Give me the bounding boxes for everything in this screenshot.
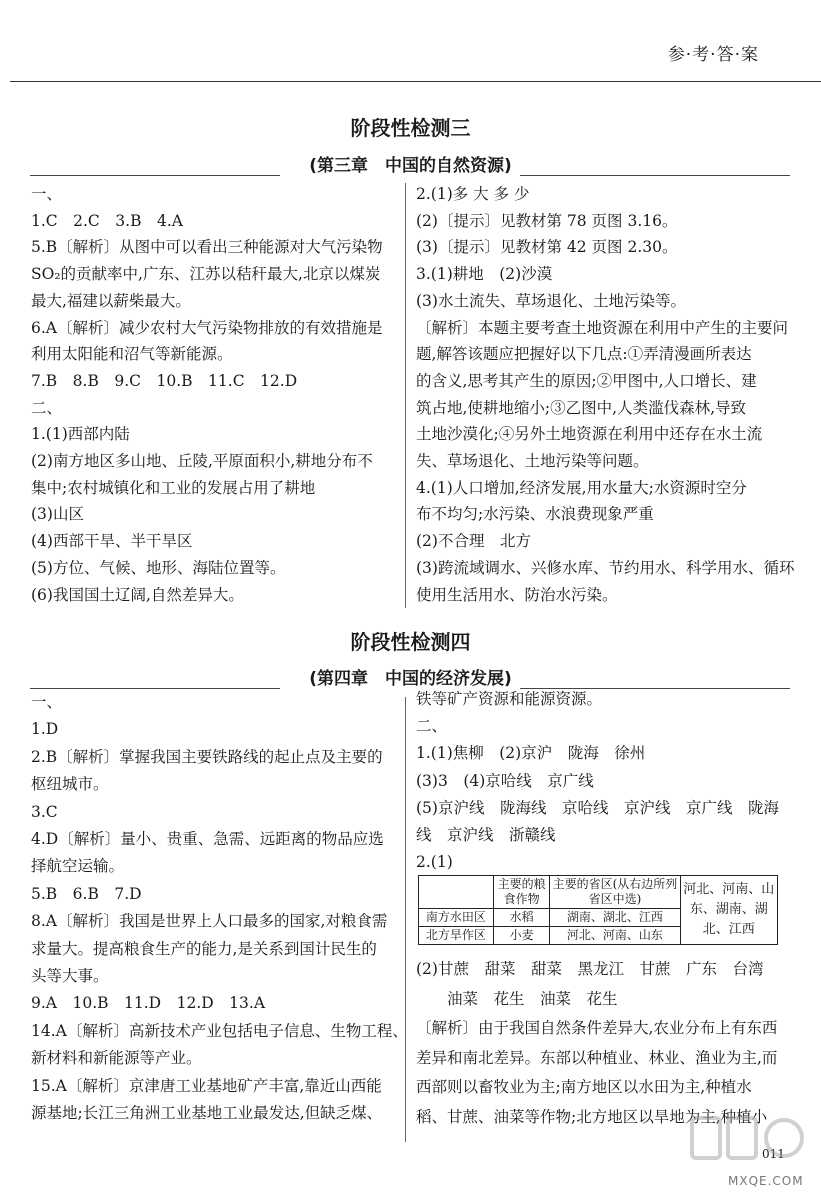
answer-line: SO₂的贡献率中,广东、江苏以秸秆最大,北京以煤炭 [31, 265, 381, 284]
section-3-left-column [31, 181, 383, 608]
answer-line: 9.A 10.B 11.D 12.D 13.A [31, 994, 266, 1013]
table-province-options: 河北、河南、山东、湖南、湖北、江西 [680, 876, 777, 945]
section-4-right-column-bottom [416, 955, 777, 1132]
answer-line: 的含义,思考其产生的原因;②甲图中,人口增长、建 [416, 371, 757, 390]
answer-line: 1.(1)西部内陆 [31, 425, 130, 444]
answer-line: (3)水土流失、草场退化、土地污染等。 [416, 291, 686, 310]
grain-region-table [418, 875, 778, 945]
answer-line: 14.A〔解析〕高新技术产业包括电子信息、生物工程、 [31, 1021, 408, 1040]
answer-line: 15.A〔解析〕京津唐工业基地矿产丰富,靠近山西能 [31, 1076, 382, 1095]
answer-line: 失、草场退化、土地污染等问题。 [416, 452, 649, 471]
answer-line: 线 京沪线 浙赣线 [416, 826, 556, 845]
answer-line: 1.C 2.C 3.B 4.A [31, 211, 183, 230]
table-cell-province: 湖南、湖北、江西 [550, 909, 680, 927]
answer-line: 稻、甘蔗、油菜等作物;北方地区以旱地为主,种植小 [416, 1107, 768, 1126]
table-corner-cell [419, 876, 494, 909]
section-4-title: 阶段性检测四 [350, 630, 471, 654]
answer-line: 最大,福建以薪柴最大。 [31, 291, 191, 310]
answer-line: (5)方位、气候、地形、海陆位置等。 [31, 558, 286, 577]
section-4-column-divider [405, 697, 406, 1142]
answer-line: 题,解答该题应把握好以下几点:①弄清漫画所表达 [416, 345, 752, 364]
answer-line: 6.A〔解析〕减少农村大气污染物排放的有效措施是 [31, 318, 383, 337]
answer-line: 3.C [31, 802, 58, 821]
section-4-right-column-top [416, 686, 779, 876]
answer-line: 5.B 6.B 7.D [31, 884, 142, 903]
table-header-crop: 主要的粮食作物 [493, 876, 549, 909]
answer-line: 一、 [31, 185, 63, 203]
answer-line: 求量大。提高粮食生产的能力,是关系到国计民生的 [31, 939, 377, 958]
answer-line: 4.(1)人口增加,经济发展,用水量大;水资源时空分 [416, 478, 747, 497]
answer-line: 一、 [31, 693, 63, 711]
answer-line: 集中;农村城镇化和工业的发展占用了耕地 [31, 478, 316, 497]
section-4-left-column [31, 689, 408, 1128]
section-4-subtitle: (第四章 中国的经济发展) [309, 669, 512, 689]
section-3-title: 阶段性检测三 [350, 116, 471, 140]
answer-line: (3)跨流域调水、兴修水库、节约用水、科学用水、循环 [416, 558, 795, 577]
answer-line: (2)甘蔗 甜菜 甜菜 黑龙江 甘蔗 广东 台湾 [416, 960, 764, 978]
watermark-text: MXQE.COM [728, 1174, 804, 1188]
table-cell-region: 北方旱作区 [419, 927, 494, 945]
answer-line: 1.D [31, 720, 59, 739]
answer-line: 1.(1)焦柳 (2)京沪 陇海 徐州 [416, 744, 646, 763]
answer-line: (2)不合理 北方 [416, 532, 531, 551]
answer-line: 2.(1) [416, 853, 453, 872]
answer-line: 利用太阳能和沼气等新能源。 [31, 345, 233, 364]
section-3-right-column [416, 181, 794, 608]
answer-line: 二、 [31, 398, 63, 417]
answer-line: 油菜 花生 油菜 花生 [416, 989, 618, 1008]
answer-line: (3)〔提示〕见教材第 42 页图 2.30。 [416, 238, 678, 257]
answer-line: (2)〔提示〕见教材第 78 页图 3.16。 [416, 211, 678, 230]
header-rule [10, 81, 821, 82]
answer-line: (2)南方地区多山地、丘陵,平原面积小,耕地分布不 [31, 452, 373, 471]
answer-line: (3)山区 [31, 505, 84, 524]
answer-line: 头等大事。 [31, 967, 109, 986]
table-cell-province: 河北、河南、山东 [550, 927, 680, 945]
answer-line: 铁等矿产资源和能源资源。 [416, 690, 603, 708]
table-cell-crop: 水稻 [493, 909, 549, 927]
answer-line: (4)西部干旱、半干旱区 [31, 532, 193, 551]
page-number: 011 [762, 1147, 785, 1161]
answer-line: 源基地;长江三角洲工业基地工业最发达,但缺乏煤、 [31, 1104, 383, 1123]
answer-line: 2.B〔解析〕掌握我国主要铁路线的起止点及主要的 [31, 747, 383, 766]
answer-line: (6)我国国土辽阔,自然差异大。 [31, 585, 244, 604]
answer-line: (5)京沪线 陇海线 京哈线 京沪线 京广线 陇海 [416, 798, 779, 817]
answer-line: 择航空运输。 [31, 857, 125, 876]
answer-line: 枢纽城市。 [31, 775, 109, 794]
answer-line: 〔解析〕本题主要考查土地资源在利用中产生的主要问 [416, 318, 789, 337]
answer-line: 使用生活用水、防治水污染。 [416, 585, 618, 604]
table-cell-region: 南方水田区 [419, 909, 494, 927]
answer-line: (3)3 (4)京哈线 京广线 [416, 771, 594, 790]
answer-line: 4.D〔解析〕量小、贵重、急需、远距离的物品应选 [31, 830, 384, 849]
table-cell-crop: 小麦 [493, 927, 549, 945]
answer-line: 3.(1)耕地 (2)沙漠 [416, 265, 553, 284]
table-header-row [419, 876, 778, 909]
answer-line: 布不均匀;水污染、水浪费现象严重 [416, 505, 654, 524]
answer-line: 〔解析〕由于我国自然条件差异大,农业分布上有东西 [416, 1019, 778, 1037]
answer-line: 8.A〔解析〕我国是世界上人口最多的国家,对粮食需 [31, 912, 388, 931]
answer-line: 新材料和新能源等产业。 [31, 1049, 202, 1068]
table-header-province: 主要的省区(从右边所列省区中选) [550, 876, 680, 909]
answer-line: 7.B 8.B 9.C 10.B 11.C 12.D [31, 371, 298, 390]
section-3-subtitle: (第三章 中国的自然资源) [309, 156, 512, 176]
answer-line: 2.(1)多 大 多 少 [416, 185, 530, 203]
section-3-column-divider [405, 183, 406, 608]
section-3-right-rule [520, 175, 790, 176]
answer-line: 差异和南北差异。东部以种植业、林业、渔业为主,而 [416, 1048, 778, 1067]
answer-line: 土地沙漠化;④另外土地资源在利用中还存在水土流 [416, 425, 763, 444]
answer-line: 西部则以畜牧业为主;南方地区以水田为主,种植水 [416, 1078, 752, 1096]
section-3-left-rule [30, 175, 280, 176]
answer-line: 5.B〔解析〕从图中可以看出三种能源对大气污染物 [31, 238, 383, 257]
answer-line: 二、 [416, 717, 448, 736]
answer-line: 筑占地,使耕地缩小;③乙图中,人类滥伐森林,导致 [416, 398, 747, 417]
page-header: 参·考·答·案 [667, 45, 759, 65]
